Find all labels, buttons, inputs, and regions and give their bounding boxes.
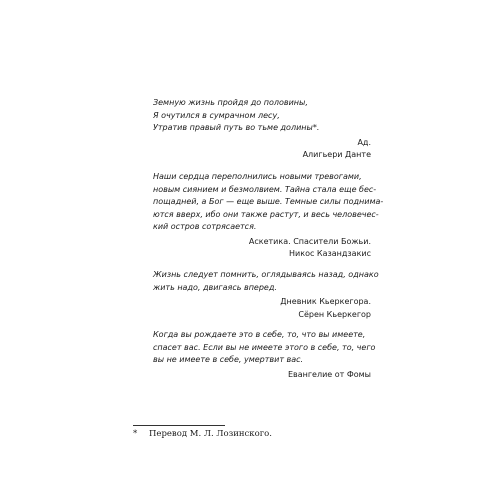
quote-line: Когда вы рождаете это в себе, то, что вы имеете, (153, 330, 366, 339)
source-line: Никос Казандзакис (289, 249, 371, 258)
quote-line: Наши сердца переполнились новыми тревогами, (153, 172, 362, 181)
quote-line: вы не имеете в себе, умертвит вас. (153, 355, 304, 364)
quote-line: кий остров сотрясается. (153, 222, 257, 231)
footnote (133, 428, 272, 440)
footnote-mark: * (133, 429, 138, 439)
source-line: Дневник Кьеркегора. (280, 297, 371, 306)
quote-line: ются вверх, ибо они также растут, и весь человечес- (153, 209, 379, 219)
source-line: Аскетика. Спасители Божьи. (248, 236, 371, 246)
epigraph-quote (153, 171, 384, 234)
footnote-divider (133, 425, 225, 426)
quote-line: Я очутился в сумрачном лесу, (153, 110, 280, 120)
quote-line: жить надо, двигаясь вперед. (153, 282, 277, 292)
epigraph-quote (153, 97, 371, 135)
source-line: Алигьери Данте (302, 150, 371, 159)
epigraph-kierkegaard (153, 269, 379, 321)
epigraph-source (153, 137, 371, 162)
epigraph-dante (153, 97, 371, 162)
epigraph-source (153, 236, 371, 261)
epigraph-quote (153, 269, 379, 294)
epigraph-source (153, 369, 371, 382)
source-line: Евангелие от Фомы (287, 369, 371, 379)
epigraph-thomas (153, 329, 376, 381)
footnote-text: Перевод М. Л. Лозинского. (149, 429, 272, 439)
quote-line: Утратив правый путь во тьме долины*. (153, 123, 320, 132)
quote-line: новым сиянием и безмолвием. Тайна стала еще бес- (153, 184, 377, 194)
quote-line: пощадней, а Бог — еще выше. Темные силы поднима- (153, 197, 384, 206)
quote-line: Жизнь следует помнить, оглядываясь назад, однако (153, 270, 379, 279)
source-line: Ад. (357, 137, 371, 147)
quote-line: спасет вас. Если вы не имеете этого в себе, то, чего (153, 342, 376, 352)
source-line: Сёрен Кьеркегор (298, 309, 371, 319)
epigraph-source (153, 296, 371, 321)
epigraph-kazantzakis (153, 171, 384, 261)
quote-line: Земную жизнь пройдя до половины, (153, 98, 308, 107)
epigraph-quote (153, 329, 376, 367)
